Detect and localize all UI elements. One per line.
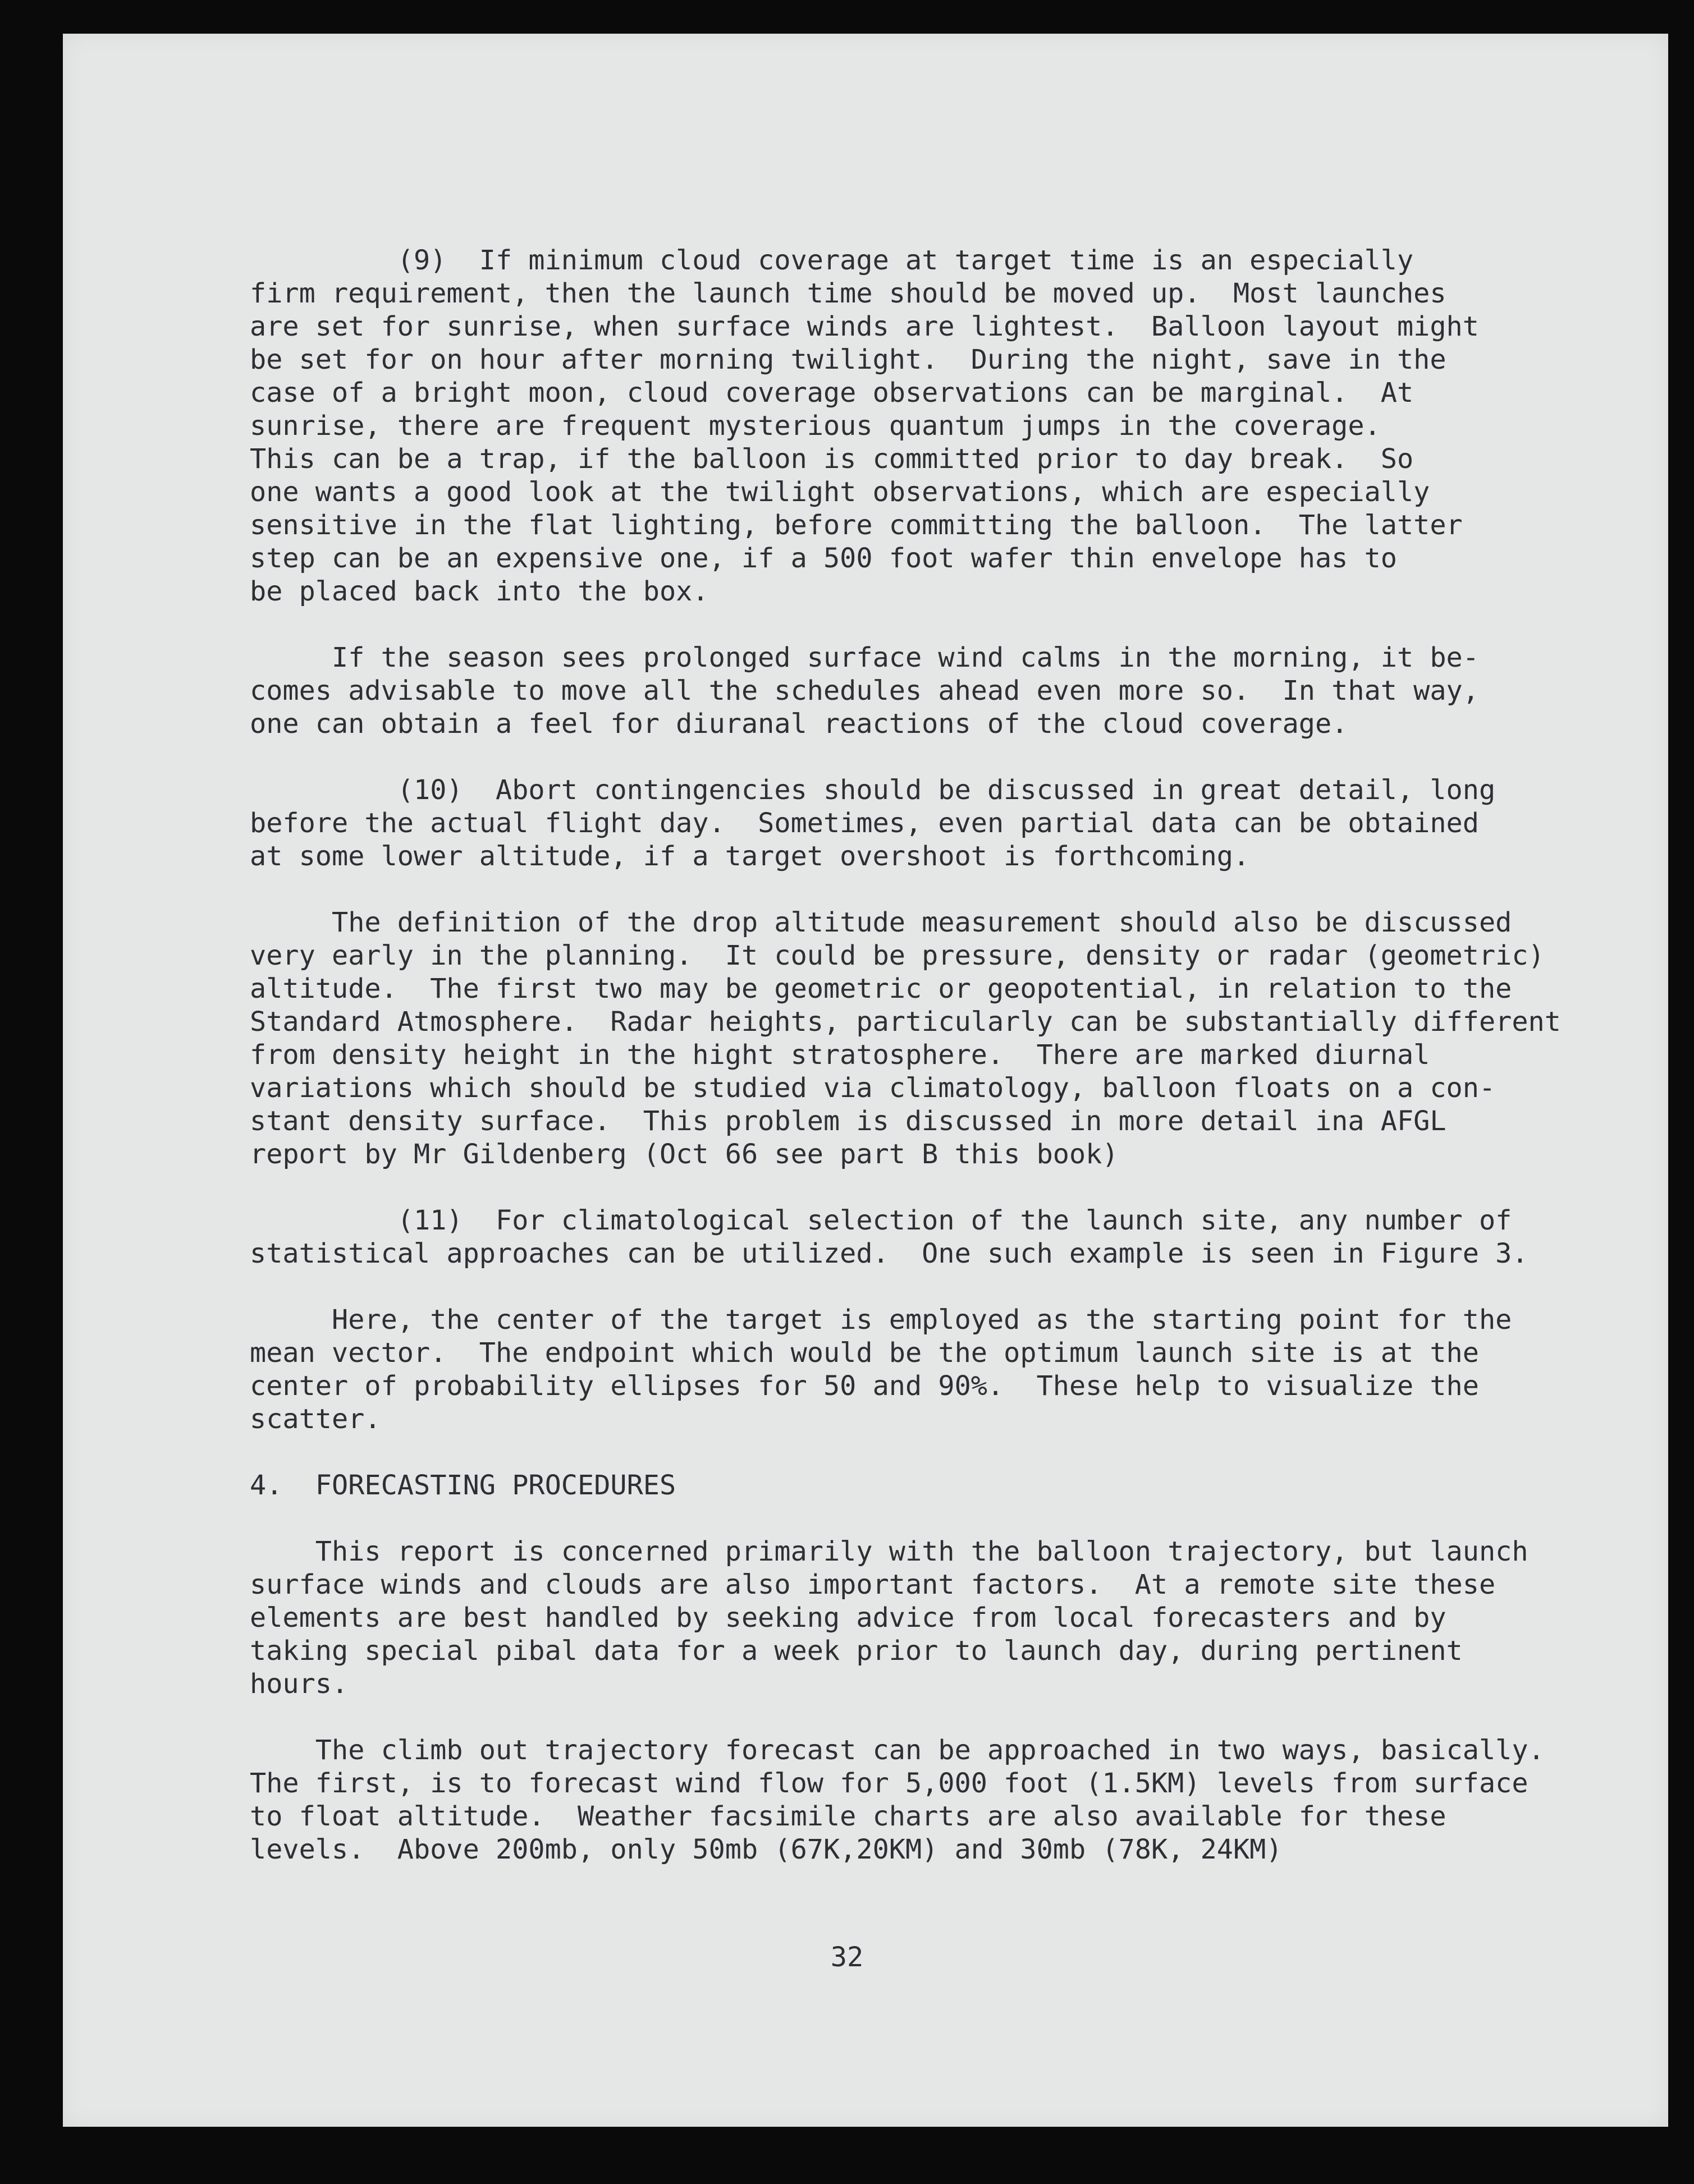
text-line: (9) If minimum cloud coverage at target time is an especially bbox=[250, 245, 1414, 276]
text-line: hours. bbox=[250, 1668, 349, 1700]
text-line: 4. FORECASTING PROCEDURES bbox=[250, 1470, 676, 1501]
text-line: one can obtain a feel for diuranal reactions of the cloud coverage. bbox=[250, 708, 1348, 740]
text-line: scatter. bbox=[250, 1403, 381, 1435]
text-line: taking special pibal data for a week prior to launch day, during pertinent bbox=[250, 1635, 1463, 1667]
text-line: report by Mr Gildenberg (Oct 66 see part B this book) bbox=[250, 1139, 1119, 1170]
text-line: This report is concerned primarily with the balloon trajectory, but launch bbox=[250, 1536, 1528, 1567]
text-line: are set for sunrise, when surface winds are lightest. Balloon layout might bbox=[250, 311, 1479, 342]
paragraph bbox=[250, 1535, 1625, 1701]
document-body bbox=[250, 244, 1625, 1899]
text-line: variations which should be studied via climatology, balloon floats on a con- bbox=[250, 1072, 1496, 1104]
section-heading bbox=[250, 1469, 1625, 1502]
text-line: The climb out trajectory forecast can be approached in two ways, basically. bbox=[250, 1735, 1545, 1766]
text-line: The first, is to forecast wind flow for 5,000 foot (1.5KM) levels from surface bbox=[250, 1768, 1528, 1799]
paragraph bbox=[250, 906, 1625, 1171]
text-line: (10) Abort contingencies should be discussed in great detail, long bbox=[250, 774, 1496, 806]
text-line: The definition of the drop altitude measurement should also be discussed bbox=[250, 907, 1512, 938]
paragraph bbox=[250, 1204, 1625, 1270]
paragraph bbox=[250, 774, 1625, 873]
paragraph bbox=[250, 1734, 1625, 1866]
text-line: firm requirement, then the launch time should be moved up. Most launches bbox=[250, 278, 1446, 309]
text-line: This can be a trap, if the balloon is committed prior to day break. So bbox=[250, 443, 1414, 475]
paragraph bbox=[250, 641, 1625, 741]
text-line: altitude. The first two may be geometric or geopotential, in relation to the bbox=[250, 973, 1512, 1004]
text-line: before the actual flight day. Sometimes, even partial data can be obtained bbox=[250, 807, 1479, 839]
text-line: be placed back into the box. bbox=[250, 576, 709, 607]
text-line: If the season sees prolonged surface wind calms in the morning, it be- bbox=[250, 642, 1479, 673]
text-line: surface winds and clouds are also important factors. At a remote site these bbox=[250, 1569, 1496, 1600]
text-line: stant density surface. This problem is discussed in more detail ina AFGL bbox=[250, 1105, 1446, 1137]
text-line: Here, the center of the target is employed as the starting point for the bbox=[250, 1304, 1512, 1336]
text-line: at some lower altitude, if a target overshoot is forthcoming. bbox=[250, 841, 1250, 872]
text-line: (11) For climatological selection of the launch site, any number of bbox=[250, 1205, 1512, 1236]
text-line: comes advisable to move all the schedules ahead even more so. In that way, bbox=[250, 675, 1479, 706]
paragraph bbox=[250, 244, 1625, 608]
text-line: from density height in the hight stratosphere. There are marked diurnal bbox=[250, 1039, 1430, 1071]
text-line: to float altitude. Weather facsimile charts are also available for these bbox=[250, 1801, 1446, 1832]
text-line: levels. Above 200mb, only 50mb (67K,20KM) and 30mb (78K, 24KM) bbox=[250, 1834, 1283, 1865]
text-line: sensitive in the flat lighting, before committing the balloon. The latter bbox=[250, 510, 1463, 541]
text-line: be set for on hour after morning twilight. During the night, save in the bbox=[250, 344, 1446, 375]
text-line: one wants a good look at the twilight observations, which are especially bbox=[250, 476, 1430, 508]
text-line: very early in the planning. It could be pressure, density or radar (geometric) bbox=[250, 940, 1545, 971]
paragraph bbox=[250, 1304, 1625, 1436]
text-line: center of probability ellipses for 50 and 90%. These help to visualize the bbox=[250, 1370, 1479, 1402]
text-line: sunrise, there are frequent mysterious quantum jumps in the coverage. bbox=[250, 410, 1381, 442]
page-number: 32 bbox=[830, 1942, 864, 1973]
text-line: case of a bright moon, cloud coverage observations can be marginal. At bbox=[250, 377, 1414, 409]
text-line: mean vector. The endpoint which would be the optimum launch site is at the bbox=[250, 1337, 1479, 1369]
text-line: elements are best handled by seeking advice from local forecasters and by bbox=[250, 1602, 1446, 1634]
text-line: step can be an expensive one, if a 500 foot wafer thin envelope has to bbox=[250, 543, 1397, 574]
text-line: statistical approaches can be utilized. One such example is seen in Figure 3. bbox=[250, 1238, 1528, 1269]
text-line: Standard Atmosphere. Radar heights, particularly can be substantially different bbox=[250, 1006, 1561, 1038]
